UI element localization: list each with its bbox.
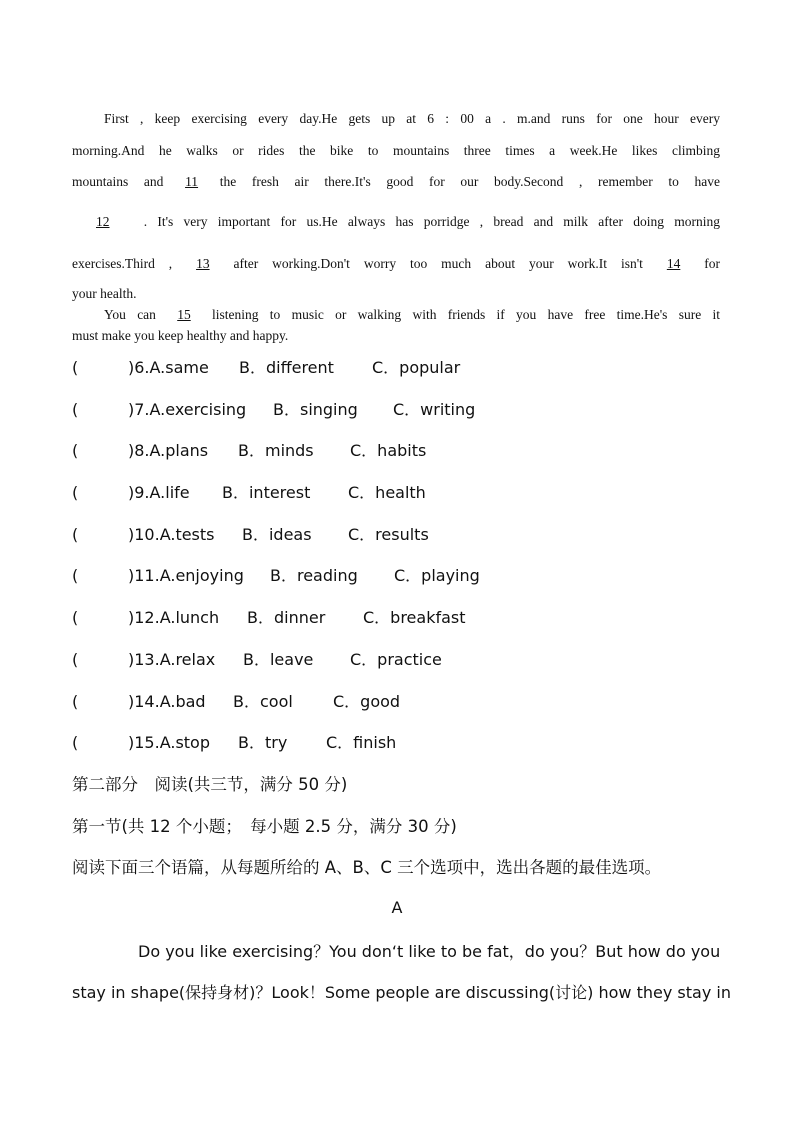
option-a: )6.A.same [128,358,209,377]
answer-paren: ( [72,441,79,461]
option-c: C．results [348,524,429,544]
option-c: C．practice [350,649,442,669]
question-row [72,523,732,565]
option-c: C．finish [326,733,397,753]
option-b: B．singing [273,399,358,419]
question-row [72,564,732,606]
blank-15: 15 [177,307,191,322]
question-row [72,731,732,773]
passage-line [72,140,720,161]
option-c: C．popular [372,358,461,377]
option-b: B．leave [243,649,314,669]
option-c: C．breakfast [363,608,466,628]
option-c: C．writing [393,399,476,419]
option-c: C．health [348,483,426,503]
option-c: C．good [333,691,401,711]
option-a: )14.A.bad [128,691,206,711]
option-b: B．reading [270,566,358,586]
instruction-text: 阅读下面三个语篇，从每题所给的 A、B、C 三个选项中，选出各题的最佳选项。 [72,858,662,877]
option-a: )13.A.relax [128,649,216,669]
cloze-passage [72,108,720,346]
passage-text: must make you keep healthy and happy. [72,328,289,343]
answer-paren: ( [72,733,79,753]
passage-text: after working.Don't worry too much about your work.It isn't [219,256,657,271]
passage-line [72,253,720,274]
question-row [72,439,732,481]
option-b: B．interest [222,483,311,503]
passage-text: the fresh air there.It's good for our body.Second , remember to have [204,174,720,189]
passage-text: listening to music or walking with friends if you have free time.He's sure it [200,307,720,322]
passage-line [72,325,720,346]
option-b: B．dinner [247,608,326,628]
answer-paren: ( [72,608,79,628]
passage-text: mountains and [72,174,180,189]
passage-text: . It's very important for us.He always has porridge , bread and milk after doing morning [133,214,720,229]
question-row [72,356,732,398]
option-a: )8.A.plans [128,441,209,461]
option-b: B．different [239,358,334,377]
option-a: )11.A.enjoying [128,566,244,586]
blank-13: 13 [196,256,210,271]
answer-paren: ( [72,566,79,586]
option-a: )12.A.lunch [128,608,220,628]
option-a: )9.A.life [128,483,190,503]
part-title: 第二部分 阅读(共三节，满分 50 分) [72,775,348,794]
option-c: C．playing [394,566,480,586]
passage-text: You can [104,307,168,322]
blank-14: 14 [666,256,681,271]
question-row [72,481,732,523]
passage-line [72,283,720,304]
answer-paren: ( [72,649,79,669]
option-a: )7.A.exercising [128,399,247,419]
option-b: B．cool [233,691,293,711]
reading-line: stay in shape(保持身材)？Look！Some people are discussing(讨论) how they stay in [72,983,731,1002]
passage-text: exercises.Third , [72,256,187,271]
passage-text: morning.And he walks or rides the bike to mountains three times a week.He likes climbing [72,143,720,158]
answer-paren: ( [72,691,79,711]
answer-paren: ( [72,483,79,503]
question-row [72,398,732,440]
reading-line: Do you like exercising？You don‘t like to be fat，do you？But how do you [138,942,721,961]
passage-label: A [391,898,403,917]
passage-line [72,171,720,192]
option-b: B．ideas [242,524,312,544]
option-a: )10.A.tests [128,524,215,544]
passage-text: your health. [72,286,137,301]
question-row [72,648,732,690]
passage-text: First , keep exercising every day.He gets up at 6 : 00 a . m.and runs for one hour every [104,111,720,126]
passage-line [72,211,720,232]
passage-line [72,108,720,129]
question-row [72,690,732,732]
option-a: )15.A.stop [128,733,210,753]
answer-paren: ( [72,399,79,419]
option-c: C．habits [350,441,427,461]
option-b: B．minds [238,441,314,461]
blank-12: 12 [96,214,110,229]
question-row [72,606,732,648]
blank-11: 11 [185,174,199,189]
answer-paren: ( [72,524,79,544]
answer-paren: ( [72,358,79,377]
question-list [72,356,732,773]
option-b: B．try [238,733,288,753]
passage-line [72,304,720,325]
section-title: 第一节(共 12 个小题； 每小题 2.5 分，满分 30 分) [72,817,457,836]
passage-text: for [690,256,720,271]
